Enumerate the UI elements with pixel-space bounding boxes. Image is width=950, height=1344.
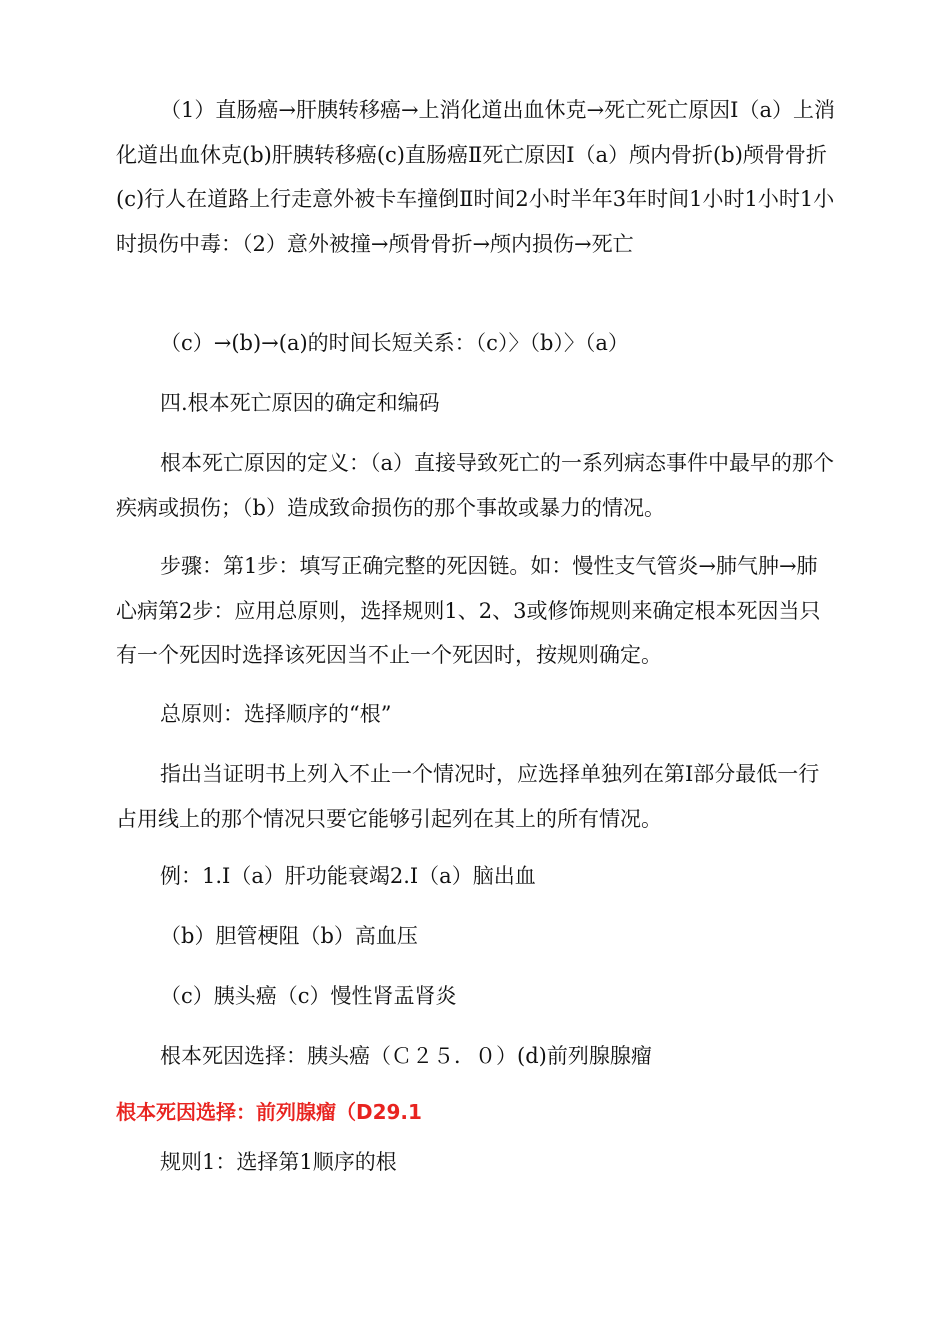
highlighted-selection-result: 根本死因选择：前列腺瘤（D29.1	[116, 1100, 422, 1124]
paragraph-time-relation: （c）→(b)→(a)的时间长短关系：（c）〉（b）〉（a）	[160, 331, 629, 355]
paragraph-example-b: （b）胆管梗阻（b）高血压	[160, 924, 418, 948]
paragraph-example: 例：1.Ⅰ（a）肝功能衰竭2.Ⅰ（a）脑出血	[160, 864, 536, 888]
paragraph-definition: 根本死亡原因的定义：（a）直接导致死亡的一系列病态事件中最早的那个疾病或损伤；（b）造成致命损伤的那个事故或暴力的情况。	[116, 451, 835, 520]
paragraph-example-c: （c）胰头癌（c）慢性肾盂肾炎	[160, 984, 457, 1008]
paragraph-selection-result: 根本死因选择：胰头癌（Ｃ２５．０）(d)前列腺腺瘤	[160, 1044, 652, 1068]
paragraph-principle-explanation: 指出当证明书上列入不止一个情况时，应选择单独列在第Ⅰ部分最低一行占用线上的那个情况只要它能够引起列在其上的所有情况。	[116, 762, 820, 831]
section-heading: 四.根本死亡原因的确定和编码	[160, 391, 440, 415]
paragraph-rule-1: 规则1：选择第1顺序的根	[160, 1150, 397, 1174]
paragraph-death-cause-example: （1）直肠癌→肝胰转移癌→上消化道出血休克→死亡死亡原因Ⅰ（a）上消化道出血休克(b)肝胰转移癌(c)直肠癌Ⅱ死亡原因Ⅰ（a）颅内骨折(b)颅骨骨折(c)行人在道路上行走意外被卡车撞倒Ⅱ时间2小时半年3年时间1小时1小时1小时损伤中毒：（2）意外被撞→颅骨骨折→颅内损伤→死亡	[116, 98, 835, 256]
paragraph-general-principle: 总原则：选择顺序的“根”	[160, 702, 392, 726]
paragraph-steps: 步骤：第1步：填写正确完整的死因链。如：慢性支气管炎→肺气肿→肺心病第2步：应用总原则，选择规则1、2、3或修饰规则来确定根本死因当只有一个死因时选择该死因当不止一个死因时，按规则确定。	[116, 554, 821, 667]
